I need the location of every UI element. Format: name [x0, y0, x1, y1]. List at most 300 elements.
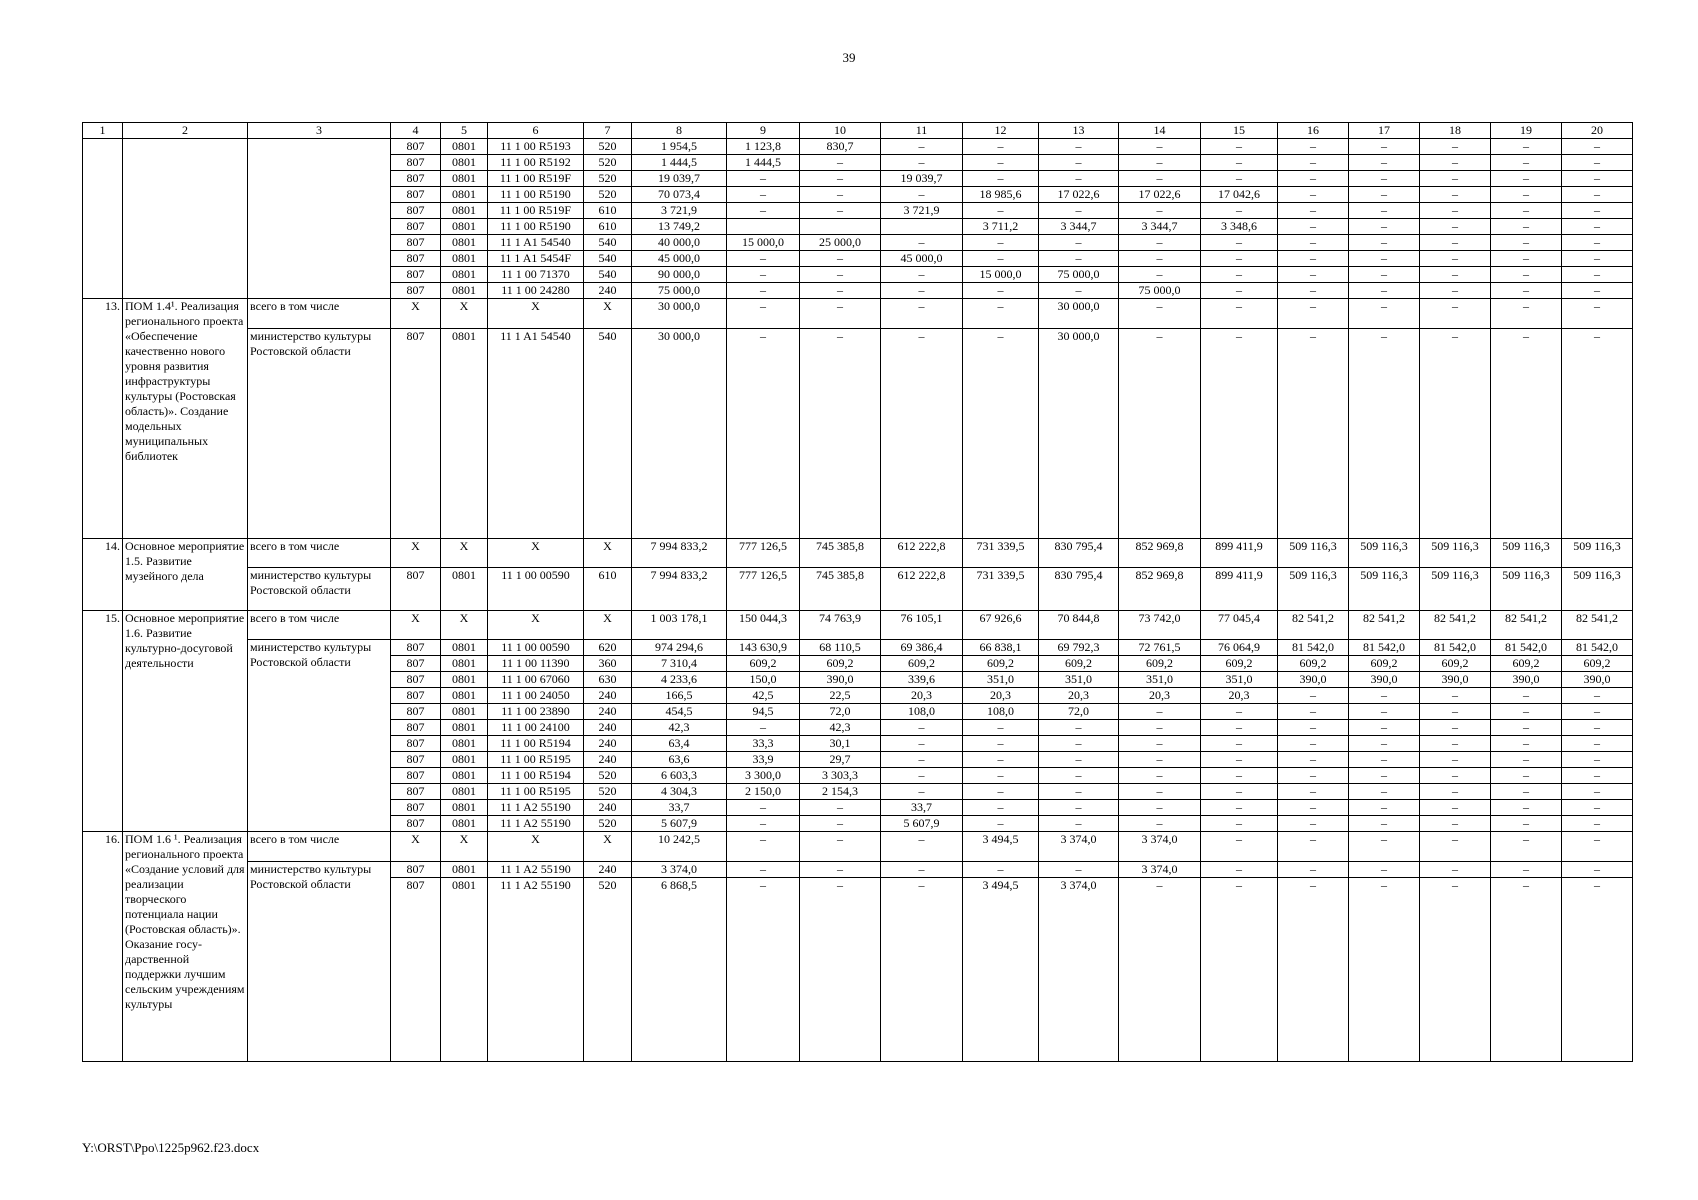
table-cell: 67 926,6 — [963, 611, 1039, 640]
table-cell: – — [1278, 784, 1349, 800]
table-cell: – — [1278, 768, 1349, 784]
table-cell: 807 — [391, 203, 441, 219]
executor-label: всего в том числе — [248, 299, 391, 329]
empty-cell — [83, 139, 123, 299]
table-cell: – — [1039, 736, 1119, 752]
table-cell: – — [1039, 139, 1119, 155]
table-cell: 90 000,0 — [632, 267, 727, 283]
table-cell: 17 022,6 — [1039, 187, 1119, 203]
table-cell: – — [1349, 329, 1420, 539]
table-cell: – — [1491, 832, 1562, 862]
column-header: 15 — [1201, 123, 1278, 139]
table-cell: – — [881, 187, 963, 203]
table-cell: – — [1278, 251, 1349, 267]
executor-label: министерство культуры Ростовской области — [248, 329, 391, 539]
table-cell: 731 339,5 — [963, 539, 1039, 568]
table-cell: 3 494,5 — [963, 878, 1039, 1062]
table-cell: – — [1119, 878, 1201, 1062]
table-cell: – — [1562, 878, 1633, 1062]
table-cell: 20,3 — [1201, 688, 1278, 704]
table-cell: – — [1349, 187, 1420, 203]
table-cell: 3 494,5 — [963, 832, 1039, 862]
table-cell: – — [1278, 299, 1349, 329]
table-cell: – — [1349, 299, 1420, 329]
table-cell: 807 — [391, 187, 441, 203]
table-cell: 20,3 — [1039, 688, 1119, 704]
table-cell: 609,2 — [1420, 656, 1491, 672]
table-cell: – — [1420, 862, 1491, 878]
table-cell: 540 — [584, 329, 632, 539]
table-cell: 74 763,9 — [800, 611, 881, 640]
table-cell: – — [1491, 736, 1562, 752]
table-cell: 509 116,3 — [1349, 539, 1420, 568]
table-cell: – — [1201, 329, 1278, 539]
table-cell: 3 721,9 — [632, 203, 727, 219]
table-cell: 17 042,6 — [1201, 187, 1278, 203]
table-cell: 0801 — [441, 862, 488, 878]
row-number: 13. — [83, 299, 123, 539]
table-cell: – — [1491, 299, 1562, 329]
table-cell: 150,0 — [727, 672, 800, 688]
table-cell: – — [1420, 736, 1491, 752]
table-cell: 609,2 — [800, 656, 881, 672]
table-cell: 42,3 — [800, 720, 881, 736]
table-cell: – — [1201, 784, 1278, 800]
table-cell: X — [584, 539, 632, 568]
table-cell: 509 116,3 — [1278, 568, 1349, 611]
table-cell: 25 000,0 — [800, 235, 881, 251]
executor-label: министерство культуры Ростовской области — [248, 568, 391, 611]
table-cell: 1 444,5 — [727, 155, 800, 171]
table-cell: – — [1420, 299, 1491, 329]
table-cell: 3 344,7 — [1039, 219, 1119, 235]
table-cell: – — [1119, 139, 1201, 155]
table-cell: 143 630,9 — [727, 640, 800, 656]
table-cell: – — [1201, 816, 1278, 832]
table-cell: – — [1420, 329, 1491, 539]
table-cell: 620 — [584, 640, 632, 656]
table-cell: 609,2 — [1119, 656, 1201, 672]
table-cell: – — [963, 299, 1039, 329]
table-cell: 3 348,6 — [1201, 219, 1278, 235]
table-cell: – — [800, 251, 881, 267]
table-cell: 69 792,3 — [1039, 640, 1119, 656]
table-cell: – — [727, 171, 800, 187]
table-cell: – — [1278, 155, 1349, 171]
table-cell: 82 541,2 — [1349, 611, 1420, 640]
table-cell: X — [391, 611, 441, 640]
table-cell: – — [1119, 816, 1201, 832]
table-cell: – — [1039, 203, 1119, 219]
table-cell: – — [1491, 251, 1562, 267]
table-cell: – — [963, 171, 1039, 187]
table-cell: 6 603,3 — [632, 768, 727, 784]
table-cell: – — [1420, 139, 1491, 155]
row-number: 15. — [83, 611, 123, 832]
table-cell: 66 838,1 — [963, 640, 1039, 656]
table-cell: – — [1491, 203, 1562, 219]
table-cell: 30 000,0 — [1039, 329, 1119, 539]
table-cell: – — [1562, 235, 1633, 251]
table-cell: – — [1039, 283, 1119, 299]
table-cell: 807 — [391, 568, 441, 611]
table-cell: 509 116,3 — [1491, 568, 1562, 611]
table-cell: 0801 — [441, 736, 488, 752]
table-cell: 610 — [584, 568, 632, 611]
table-cell: 974 294,6 — [632, 640, 727, 656]
table-cell: – — [1562, 171, 1633, 187]
table-cell: 807 — [391, 656, 441, 672]
table-cell: – — [1562, 139, 1633, 155]
table-cell — [881, 219, 963, 235]
table-cell: – — [1420, 688, 1491, 704]
table-cell: – — [1349, 800, 1420, 816]
table-cell: X — [441, 539, 488, 568]
empty-cell — [123, 139, 248, 299]
table-cell: – — [1491, 784, 1562, 800]
table-cell: 351,0 — [1039, 672, 1119, 688]
table-cell: – — [1349, 752, 1420, 768]
table-cell: 11 1 00 67060 — [488, 672, 584, 688]
table-cell: – — [1491, 267, 1562, 283]
table-header-row — [83, 123, 1633, 139]
table-cell: 807 — [391, 720, 441, 736]
table-cell: 20,3 — [963, 688, 1039, 704]
table-cell: 807 — [391, 704, 441, 720]
table-cell: 70 073,4 — [632, 187, 727, 203]
table-cell: 30 000,0 — [632, 329, 727, 539]
table-cell: – — [1039, 235, 1119, 251]
table-cell: 390,0 — [1562, 672, 1633, 688]
table-cell: – — [1562, 267, 1633, 283]
table-cell: 29,7 — [800, 752, 881, 768]
table-cell: 0801 — [441, 768, 488, 784]
table-cell: 11 1 00 R5194 — [488, 768, 584, 784]
table-cell: 609,2 — [963, 656, 1039, 672]
table-cell: 339,6 — [881, 672, 963, 688]
table-cell: 520 — [584, 768, 632, 784]
table-cell: – — [881, 768, 963, 784]
table-cell: 17 022,6 — [1119, 187, 1201, 203]
table-cell: 11 1 00 R5190 — [488, 187, 584, 203]
table-cell: – — [1349, 235, 1420, 251]
table-cell: 63,6 — [632, 752, 727, 768]
table-cell: 70 844,8 — [1039, 611, 1119, 640]
table-cell: – — [1201, 878, 1278, 1062]
table-cell: – — [1278, 736, 1349, 752]
column-header: 6 — [488, 123, 584, 139]
page-number: 39 — [842, 50, 856, 65]
table-cell: 6 868,5 — [632, 878, 727, 1062]
table-cell: 509 116,3 — [1349, 568, 1420, 611]
executor-label: всего в том числе — [248, 832, 391, 862]
table-cell: – — [1119, 800, 1201, 816]
table-cell: – — [1491, 283, 1562, 299]
table-cell: – — [1278, 878, 1349, 1062]
table-cell: 390,0 — [1420, 672, 1491, 688]
table-cell: 520 — [584, 816, 632, 832]
table-cell: 11 1 00 24050 — [488, 688, 584, 704]
table-cell: 612 222,8 — [881, 539, 963, 568]
table-cell: – — [1349, 862, 1420, 878]
table-cell: 15 000,0 — [727, 235, 800, 251]
table-row — [83, 568, 1633, 611]
table-cell: 509 116,3 — [1420, 539, 1491, 568]
table-cell: 612 222,8 — [881, 568, 963, 611]
table-cell: 0801 — [441, 155, 488, 171]
table-cell: 82 541,2 — [1562, 611, 1633, 640]
table-cell: – — [1039, 784, 1119, 800]
table-cell: 68 110,5 — [800, 640, 881, 656]
table-cell: – — [881, 267, 963, 283]
table-cell: – — [1420, 832, 1491, 862]
table-cell: 0801 — [441, 656, 488, 672]
table-cell: – — [1201, 251, 1278, 267]
table-cell: – — [1039, 155, 1119, 171]
table-cell: X — [488, 299, 584, 329]
table-cell: 1 003 178,1 — [632, 611, 727, 640]
table-cell: – — [1349, 878, 1420, 1062]
table-cell: 33,3 — [727, 736, 800, 752]
table-cell: 807 — [391, 752, 441, 768]
table-cell: – — [1491, 235, 1562, 251]
table-cell: 807 — [391, 251, 441, 267]
column-header: 9 — [727, 123, 800, 139]
table-cell: 509 116,3 — [1420, 568, 1491, 611]
executor-label: всего в том числе — [248, 539, 391, 568]
table-cell: 609,2 — [1278, 656, 1349, 672]
table-cell: – — [881, 139, 963, 155]
table-cell: 390,0 — [1491, 672, 1562, 688]
table-cell: 807 — [391, 139, 441, 155]
column-header: 16 — [1278, 123, 1349, 139]
table-cell: 807 — [391, 171, 441, 187]
table-cell: 630 — [584, 672, 632, 688]
table-cell: 7 310,4 — [632, 656, 727, 672]
table-cell: – — [727, 251, 800, 267]
table-cell: – — [1349, 203, 1420, 219]
table-cell: – — [963, 235, 1039, 251]
table-cell: 3 374,0 — [1119, 832, 1201, 862]
table-cell: – — [800, 187, 881, 203]
table-cell: – — [1562, 187, 1633, 203]
table-cell: 3 344,7 — [1119, 219, 1201, 235]
table-cell: X — [441, 611, 488, 640]
table-cell: 11 1 00 R519F — [488, 171, 584, 187]
measure-name: ПОМ 1.6 ¹. Реализация регионального проекта «Создание условий для реализации творческого потенциала нации (Ростовская область)». Оказание госу-дарственной поддержки лучшим сельским учреждениям культуры — [123, 832, 248, 1062]
table-cell: – — [1039, 251, 1119, 267]
table-cell: X — [488, 539, 584, 568]
table-cell: 807 — [391, 672, 441, 688]
table-cell: – — [1420, 187, 1491, 203]
table-cell: – — [1278, 800, 1349, 816]
table-cell: 45 000,0 — [632, 251, 727, 267]
table-cell — [800, 219, 881, 235]
table-cell: – — [1420, 704, 1491, 720]
table-cell: 45 000,0 — [881, 251, 963, 267]
table-cell: – — [1349, 704, 1420, 720]
table-cell: 807 — [391, 768, 441, 784]
table-cell: – — [1119, 720, 1201, 736]
table-cell: 33,7 — [881, 800, 963, 816]
table-cell: – — [1201, 752, 1278, 768]
table-cell: 0801 — [441, 640, 488, 656]
table-cell: – — [963, 155, 1039, 171]
table-cell: 2 154,3 — [800, 784, 881, 800]
column-header: 10 — [800, 123, 881, 139]
table-cell: – — [1201, 171, 1278, 187]
table-cell: 807 — [391, 235, 441, 251]
table-cell: 18 985,6 — [963, 187, 1039, 203]
table-cell: – — [1039, 816, 1119, 832]
table-cell: – — [1491, 171, 1562, 187]
table-cell: – — [1201, 704, 1278, 720]
table-cell: 852 969,8 — [1119, 568, 1201, 611]
table-cell: 351,0 — [1119, 672, 1201, 688]
table-cell: – — [1562, 736, 1633, 752]
measure-name: Основное мероприятие 1.6. Развитие культурно-досуговой деятельности — [123, 611, 248, 832]
table-cell: X — [584, 299, 632, 329]
table-cell: 509 116,3 — [1562, 539, 1633, 568]
table-cell: 166,5 — [632, 688, 727, 704]
table-cell: – — [727, 832, 800, 862]
table-cell: – — [727, 862, 800, 878]
table-cell: – — [1278, 267, 1349, 283]
table-cell: – — [1491, 155, 1562, 171]
table-cell: – — [1562, 752, 1633, 768]
table-cell: – — [800, 329, 881, 539]
table-cell: – — [1349, 688, 1420, 704]
table-cell: 22,5 — [800, 688, 881, 704]
table-cell: 0801 — [441, 568, 488, 611]
table-cell: – — [1491, 752, 1562, 768]
table-cell: – — [1119, 171, 1201, 187]
table-cell: 3 721,9 — [881, 203, 963, 219]
table-cell: – — [1562, 251, 1633, 267]
table-cell: – — [800, 800, 881, 816]
column-header: 13 — [1039, 123, 1119, 139]
table-cell: 11 1 00 24280 — [488, 283, 584, 299]
table-cell: – — [1349, 720, 1420, 736]
table-cell: 11 1 A1 5454F — [488, 251, 584, 267]
table-cell: 75 000,0 — [1039, 267, 1119, 283]
table-cell: – — [1119, 704, 1201, 720]
table-cell: – — [1562, 299, 1633, 329]
table-cell: 899 411,9 — [1201, 568, 1278, 611]
table-cell: – — [1349, 251, 1420, 267]
table-cell: – — [1349, 139, 1420, 155]
table-cell: 11 1 A2 55190 — [488, 878, 584, 1062]
table-cell: 72 761,5 — [1119, 640, 1201, 656]
table-cell: – — [1420, 171, 1491, 187]
table-cell: 3 374,0 — [1119, 862, 1201, 878]
table-cell: 745 385,8 — [800, 539, 881, 568]
table-cell: – — [1201, 832, 1278, 862]
table-cell: 20,3 — [1119, 688, 1201, 704]
table-cell: 830 795,4 — [1039, 568, 1119, 611]
table-cell: – — [1039, 800, 1119, 816]
table-cell: 11 1 00 00590 — [488, 568, 584, 611]
table-cell: – — [1562, 816, 1633, 832]
table-cell: 108,0 — [881, 704, 963, 720]
table-cell: 0801 — [441, 283, 488, 299]
table-cell: 0801 — [441, 171, 488, 187]
table-cell: 69 386,4 — [881, 640, 963, 656]
table-cell: – — [1562, 688, 1633, 704]
table-cell — [727, 219, 800, 235]
table-cell: 11 1 00 00590 — [488, 640, 584, 656]
table-cell: 3 374,0 — [1039, 832, 1119, 862]
table-cell: – — [881, 878, 963, 1062]
table-cell: 0801 — [441, 139, 488, 155]
table-cell: 807 — [391, 267, 441, 283]
table-cell: 807 — [391, 878, 441, 1062]
table-cell: – — [1491, 862, 1562, 878]
table-cell: 0801 — [441, 235, 488, 251]
table-cell: – — [800, 283, 881, 299]
table-cell: – — [963, 251, 1039, 267]
table-cell: – — [727, 329, 800, 539]
table-cell: 240 — [584, 283, 632, 299]
table-cell: 807 — [391, 640, 441, 656]
table-cell: – — [1278, 720, 1349, 736]
table-cell: 11 1 00 24100 — [488, 720, 584, 736]
table-cell: 3 711,2 — [963, 219, 1039, 235]
table-cell: 11 1 00 R5194 — [488, 736, 584, 752]
table-cell: – — [1278, 688, 1349, 704]
table-cell: 81 542,0 — [1562, 640, 1633, 656]
table-cell: X — [441, 832, 488, 862]
table-cell: – — [1562, 329, 1633, 539]
table-cell: 5 607,9 — [881, 816, 963, 832]
table-cell: 540 — [584, 235, 632, 251]
table-cell: 5 607,9 — [632, 816, 727, 832]
table-cell: X — [488, 832, 584, 862]
table-cell: 30,1 — [800, 736, 881, 752]
table-cell: – — [1491, 219, 1562, 235]
table-cell: – — [881, 862, 963, 878]
column-header: 3 — [248, 123, 391, 139]
table-cell: 609,2 — [1349, 656, 1420, 672]
table-cell: X — [584, 611, 632, 640]
table-cell: – — [963, 283, 1039, 299]
table-cell: – — [727, 267, 800, 283]
table-cell: – — [963, 720, 1039, 736]
table-cell: – — [963, 203, 1039, 219]
table-cell: 94,5 — [727, 704, 800, 720]
table-cell: – — [1420, 768, 1491, 784]
table-cell: 1 444,5 — [632, 155, 727, 171]
row-number: 16. — [83, 832, 123, 1062]
table-cell: – — [800, 155, 881, 171]
table-cell: – — [963, 736, 1039, 752]
table-cell: 609,2 — [1039, 656, 1119, 672]
table-cell: 13 749,2 — [632, 219, 727, 235]
table-cell: – — [1420, 267, 1491, 283]
table-cell: 509 116,3 — [1491, 539, 1562, 568]
table-cell: 42,3 — [632, 720, 727, 736]
column-header: 14 — [1119, 123, 1201, 139]
table-cell: 2 150,0 — [727, 784, 800, 800]
table-cell: 0801 — [441, 203, 488, 219]
table-cell: 807 — [391, 155, 441, 171]
table-cell: 807 — [391, 862, 441, 878]
table-cell: 240 — [584, 720, 632, 736]
table-cell: – — [1491, 139, 1562, 155]
table-cell: 830 795,4 — [1039, 539, 1119, 568]
table-cell: – — [1562, 800, 1633, 816]
table-cell: – — [1491, 878, 1562, 1062]
